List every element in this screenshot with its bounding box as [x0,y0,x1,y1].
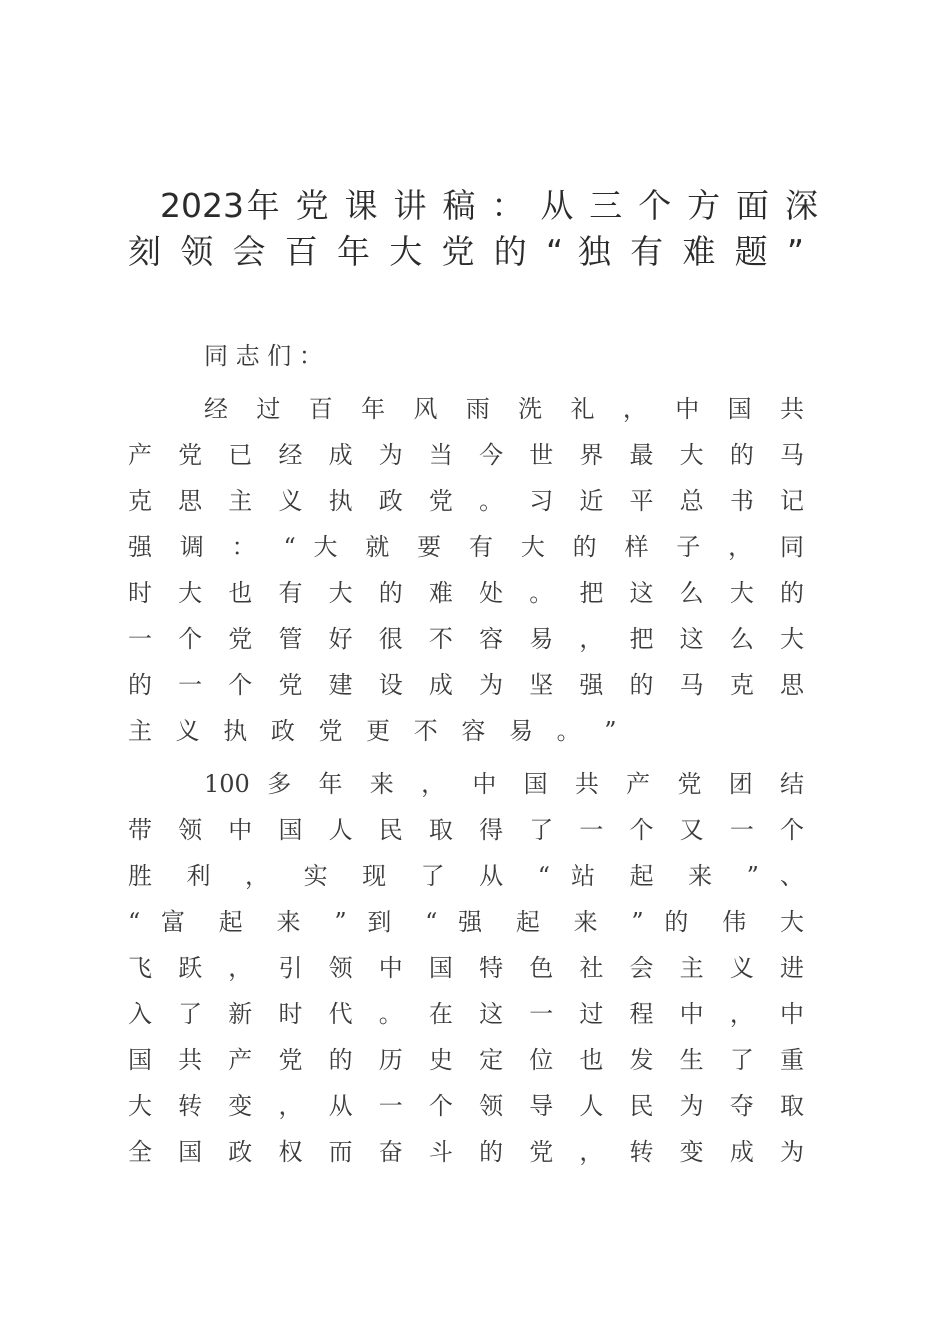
body-line: 的 一 个 党 建 设 成 为 坚 强 的 马 克 思 [128,671,804,699]
body-line: 带 领 中 国 人 民 取 得 了 一 个 又 一 个 [128,816,804,844]
body-line: 100 多 年 来 ， 中 国 共 产 党 团 结 [204,770,804,798]
body-line: 一 个 党 管 好 很 不 容 易 ， 把 这 么 大 [128,625,804,653]
body-line: 强 调 ： “ 大 就 要 有 大 的 样 子 ， 同 [128,533,804,561]
body-line: 经 过 百 年 风 雨 洗 礼 ， 中 国 共 [204,395,804,423]
body-line: 时 大 也 有 大 的 难 处 。 把 这 么 大 的 [128,579,804,607]
body-line: 主 义 执 政 党 更 不 容 易 。 ” [128,717,617,745]
body-line: 产 党 已 经 成 为 当 今 世 界 最 大 的 马 [128,441,804,469]
body-line: 大 转 变 ， 从 一 个 领 导 人 民 为 夺 取 [128,1092,804,1120]
salutation: 同 志 们 ： [204,342,323,370]
body-line: 胜 利 ， 实 现 了 从 “ 站 起 来 ” 、 [128,862,804,890]
title-line-2: 刻 领 会 百 年 大 党 的 “ 独 有 难 题 ” [128,232,804,271]
body-line: 飞 跃 ， 引 领 中 国 特 色 社 会 主 义 进 [128,954,804,982]
title-line-1: 2023年 党 课 讲 稿 ： 从 三 个 方 面 深 [160,186,818,225]
body-line: 国 共 产 党 的 历 史 定 位 也 发 生 了 重 [128,1046,804,1074]
body-line: 全 国 政 权 而 奋 斗 的 党 ， 转 变 成 为 [128,1138,804,1166]
body-line: 入 了 新 时 代 。 在 这 一 过 程 中 ， 中 [128,1000,804,1028]
body-line: “ 富 起 来 ” 到 “ 强 起 来 ” 的 伟 大 [128,908,804,936]
body-line: 克 思 主 义 执 政 党 。 习 近 平 总 书 记 [128,487,804,515]
